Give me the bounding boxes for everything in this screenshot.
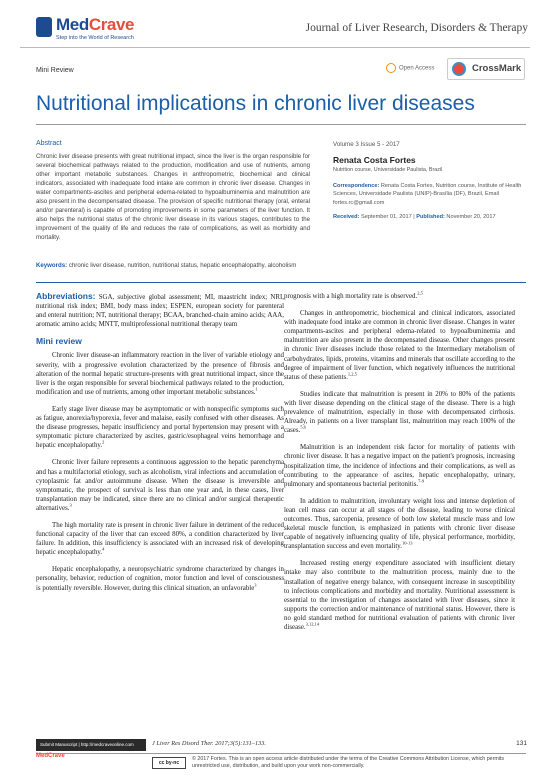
footer-brand-name: MedCrave: [36, 753, 65, 759]
body-paragraph: Increased resting energy expenditure associated with insufficient dietary intake may also contribute to the malnutrition process, mainly due to the installation of negative energy balance, with consequent increase in susceptibility to infectious complications and morbidity and mortality. Nutritional assessment is essential to the investigation of changes associated with liver diseases, since it supports the correction and/or maintenance of nutritional status. However, there is no gold standard method for nutritional evaluation of patients with chronic liver disease.$^{3,12,14}$: [284, 560, 515, 631]
body-paragraph: Changes in anthropometric, biochemical and clinical indicators, associated with inadequate food intake are common in chronic liver disease. Changes in water compartments-ascites and peripheral edema-related to hypoalbuminemia and malnutrition are also present in the decompensated disease. Other changes present in chronic liver diseases include those related to the Intermediary metabolism of carbohydrates, lipids, proteins, vitamins and minerals that oscillate according to the degree of impairment of liver function, which negatively influences the nutritional status of these patients.$^{1,2,5}$: [284, 310, 515, 381]
published-date: November 20, 2017: [446, 214, 496, 220]
abstract-divider: [36, 282, 526, 283]
body-paragraph: Chronic liver disease-an inflammatory reaction in the liver of variable etiology and severity, with a progressive evolution characterized by the presence of fibrosis and alteration of the normal hepatic structure-presents with great nutritional impact, since the liver is the organ responsible for several biochemical pathways related to the production, modification and use of nutrients, among other important metabolic substances.$^1$: [36, 352, 284, 396]
medcrave-logo-icon: [36, 17, 52, 37]
open-access-icon: [386, 63, 396, 73]
brand-name-part-1: Med: [56, 15, 89, 34]
footer-divider: [36, 753, 526, 754]
body-paragraph: Hepatic encephalopathy, a neuropsychiatric syndrome characterized by changes in personality, behavior, reduction of cognition, motor function and level of consciousness is potentially reversible. However, during this clinical situation, an unfavorable$^3$: [36, 566, 284, 592]
keywords-text: chronic liver disease, nutrition, nutritional status, hepatic encephalopathy, alcoholism: [68, 262, 297, 269]
citation: J Liver Res Disord Ther. 2017;3(5):131‒133.: [152, 740, 266, 747]
abstract-heading: Abstract: [36, 140, 62, 147]
correspondence: [333, 182, 533, 207]
journal-name: Journal of Liver Research, Disorders & Therapy: [305, 22, 528, 34]
page-footer: [0, 739, 550, 777]
page-number: 131: [516, 740, 527, 747]
header-divider: [20, 47, 530, 48]
abbreviations-text: SGA, subjective global assessment; MI, maastricht index; NRI, nutritional risk index; BMI, body mass index; ESPEN, european society for parenteral and enteral nutrition; NT, nutritional therapy; BCAA, branched-chain amino acids; AAA, aromatic amino acids; MNTT, multiprofessional nutritional therapy team: [36, 294, 284, 329]
dates: Received: September 01, 2017 | Published: November 20, 2017: [333, 214, 496, 220]
abstract-text: Chronic liver disease presents with great nutritional impact, since the liver is the organ responsible for several biochemical pathways related to the production, modification and use of nutrients, among other important metabolic substances. Changes in anthropometric, biochemical and clinical indicators, associated with inadequate food intake are common in chronic liver disease. Changes in water compartments-ascites and peripheral edema-related to hypoalbuminemia and malnutrition are also present in the decompensated disease. The provision of specific nutritional therapy (oral, enteral and/or parenteral) is capable of promoting improvements in some parameters of the liver function. It also helps the nutritional status of the chronic liver disease in its various stages, contributes to the improvement of the quality of life and reduces the rate of complications, as well as morbidity and mortality.: [36, 153, 310, 242]
title-divider: [36, 124, 526, 125]
article-title: Nutritional implications in chronic liver diseases: [36, 92, 475, 115]
author-name: Renata Costa Fortes: [333, 155, 416, 165]
license-badge[interactable]: [152, 757, 186, 769]
correspondence-label: Correspondence:: [333, 183, 380, 189]
keywords: [36, 261, 310, 270]
body-left-column: [36, 292, 284, 601]
correspondence-text: Renata Costa Fortes, Nutrition course, Institute of Health Sciences, Universidade Paulista (UNIP)-Brasília (DF), Brazil, Email fortes.rc@gmail.com: [333, 183, 522, 206]
volume-info: Volume 3 Issue 5 - 2017: [333, 141, 400, 148]
page-header: [0, 0, 550, 55]
brand-tagline: Step into the World of Research: [56, 35, 134, 41]
license-badge-label: cc by-nc: [158, 760, 180, 766]
medcrave-logo[interactable]: [36, 14, 156, 44]
published-label: Published:: [416, 214, 445, 220]
brand-name-part-2: Crave: [88, 15, 135, 34]
body-paragraph: Chronic liver failure represents a continuous aggression to the hepatic parenchyma and has a multifactorial etiology, such as alcoholism, viral infections and accumulation of cytoplasmic fat and/or autoimmune disease. When the disease is irreversible and symptomatic, the prospect of survival is less than one year and, in these cases, liver transplantation may be indicated, since there are no clinical and/or surgical therapeutic alternatives.$^3$: [36, 459, 284, 512]
article-type: Mini Review: [36, 67, 74, 74]
body-paragraph: Studies indicate that malnutrition is present in 20% to 80% of the patients with liver disease depending on the clinical stage of the disease. There is a high prevalence of malnutrition, especially in those with decompensated cirrhosis. Already, in patients on a liver transplant list, malnutrition may reach 100% of the cases.$^{5,6}$: [284, 390, 515, 435]
received-label: Received:: [333, 214, 360, 220]
body-paragraph: Early stage liver disease may be asymptomatic or with nonspecific symptoms such as fatigue, anorexia/hyporexia, fever and malaise, easily confused with other diseases. As the disease progresses, hepatic insufficiency and portal hypertension may present with a symptomatic picture characterized by ascites, gastric/esophageal veins hemorrhage and hepatic encephalopathy.$^2$: [36, 405, 284, 450]
abbreviations-label: Abbreviations:: [36, 291, 96, 301]
license-text: © 2017 Fortes. This is an open access article distributed under the terms of the Creative Commons Attribution License, which permits unrestricted use, distribution, and build upon your work non-commercially.: [192, 756, 505, 770]
author-affiliation: Nutrition course, Universidade Paulista, Brazil: [333, 167, 443, 173]
footer-brand-logo: [36, 753, 72, 765]
section-heading: Mini review: [36, 336, 82, 347]
submit-manuscript-link[interactable]: [36, 739, 146, 751]
body-paragraph: prognosis with a high mortality rate is observed.$^{2,5}$: [284, 290, 423, 300]
body-paragraph: Malnutrition is an independent risk factor for mortality of patients with chronic liver disease. It has a negative impact on the patient's prognosis, increasing hospitalization time, the incidence of infections and their complications, as well as contributing to the appearance of ascites, hepatic encephalopathy, urinary, pulmonary and spontaneous bacterial peritonitis.$^{7-9}$: [284, 444, 515, 488]
open-access-badge[interactable]: [386, 63, 434, 73]
received-date: September 01, 2017: [361, 214, 412, 220]
open-access-label: Open Access: [399, 65, 435, 72]
abbreviations: [36, 292, 284, 329]
body-paragraph: The high mortality rate is present in chronic liver failure in detriment of the reduced functional capacity of the liver that can exceed 80%, a condition characterized by liver failure. In addition, this insufficiency is associated with an increased risk of developing hepatic encephalopathy.$^4$: [36, 521, 284, 557]
keywords-label: Keywords:: [36, 262, 68, 269]
crossmark-icon: [452, 62, 466, 76]
body-right-column: [284, 292, 515, 640]
body-paragraph: In addition to malnutrition, involuntary weight loss and intense depletion of lean cell mass can occur at all stages of the disease, leading to worse clinical outcomes. Thus, sarcopenia, presence of both low skeletal muscle mass and low skeletal muscle function, is emphasized in patients with chronic liver disease capable of negatively influencing quality of life, physical performance, morbidity, transplantation success and even mortality.$^{10-13}$: [284, 497, 515, 551]
submit-manuscript-label: Submit Manuscript | http://medcraveonline.com: [40, 742, 134, 747]
crossmark-button[interactable]: [447, 58, 525, 80]
crossmark-label: CrossMark: [472, 63, 522, 74]
